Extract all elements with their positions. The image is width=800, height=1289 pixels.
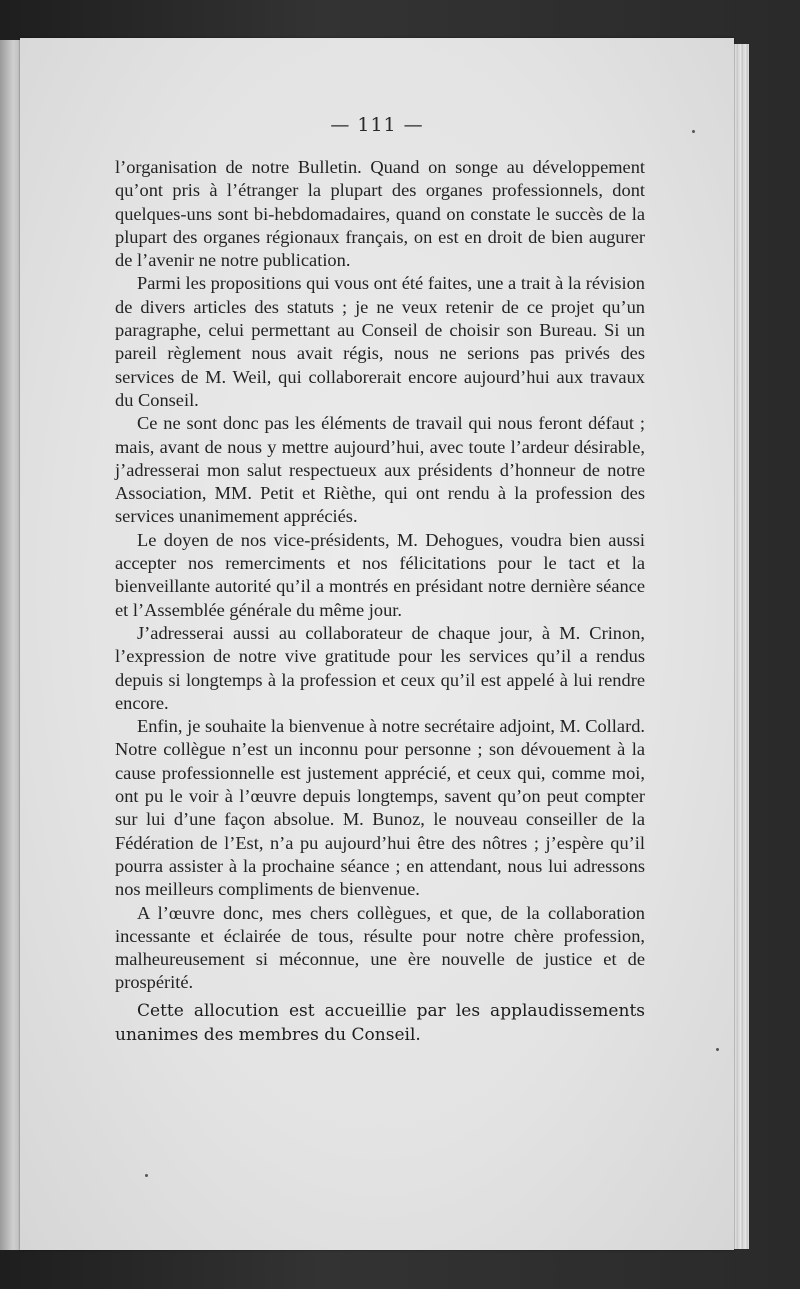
paragraph-4: Le doyen de nos vice-présidents, M. Dehogues, voudra bien aussi accepter nos remerciments et nos félicitations pour le tact et la bienveillante autorité qu’il a montrés en présidant notre dernière séance et l’Assemblée générale du même jour. <box>115 529 645 620</box>
body-text <box>115 156 645 1047</box>
paragraph-7: A l’œuvre donc, mes chers collègues, et que, de la collaboration incessante et éclairée de tous, résulte pour notre chère profession, malheureusement si méconnue, une ère nouvelle de justice et de prospérité. <box>115 902 645 993</box>
book-page <box>20 38 734 1250</box>
paper-speck <box>692 130 695 133</box>
paragraph-1: l’organisation de notre Bulletin. Quand on songe au développement qu’ont pris à l’étranger la plupart des organes professionnels, dont quelques-uns sont bi-hebdomadaires, quand on constate le succès de la plupart des organes régionaux français, on est en droit de bien augurer de l’avenir ne notre publication. <box>115 157 645 271</box>
paragraph-6: Enfin, je souhaite la bienvenue à notre secrétaire adjoint, M. Collard. Notre collègue n’est un inconnu pour personne ; son dévouement à la cause professionnelle est justement apprécié, et ceux qui, comme moi, ont pu le voir à l’œuvre depuis longtemps, savent qu’on peut compter sur lui d’une façon absolue. M. Bunoz, le nouveau conseiller de la Fédération de l’Est, n’a pu aujourd’hui être des nôtres ; j’espère qu’il pourra assister à la prochaine séance ; en attendant, nous lui adressons nos meilleurs compliments de bienvenue. <box>115 716 645 900</box>
closing-remark: Cette allocution est accueillie par les applaudissements unanimes des membres du Conseil. <box>115 1000 645 1045</box>
paragraph-2: Parmi les propositions qui vous ont été faites, une a trait à la révision de divers articles des statuts ; je ne veux retenir de ce projet qu’un paragraphe, celui permettant au Conseil de choisir son Bureau. Si un pareil règlement nous avait régis, nous ne serions pas privés des services de M. Weil, qui collaborerait encore aujourd’hui aux travaux du Conseil. <box>115 273 645 410</box>
paper-speck <box>145 1174 148 1177</box>
paragraph-3: Ce ne sont donc pas les éléments de travail qui nous feront défaut ; mais, avant de nous y mettre aujourd’hui, avec toute l’ardeur désirable, j’adresserai mon salut respectueux aux présidents d’honneur de notre Association, MM. Petit et Rièthe, qui ont rendu à la profession des services unanimement appréciés. <box>115 413 645 527</box>
paper-speck <box>716 1048 719 1051</box>
page-number: — 111 — <box>330 114 424 136</box>
paragraph-5: J’adresserai aussi au collaborateur de chaque jour, à M. Crinon, l’expression de notre vive gratitude pour les services qu’il a rendus depuis si longtemps à la profession et ceux qu’il est appelé à lui rendre encore. <box>115 622 645 713</box>
